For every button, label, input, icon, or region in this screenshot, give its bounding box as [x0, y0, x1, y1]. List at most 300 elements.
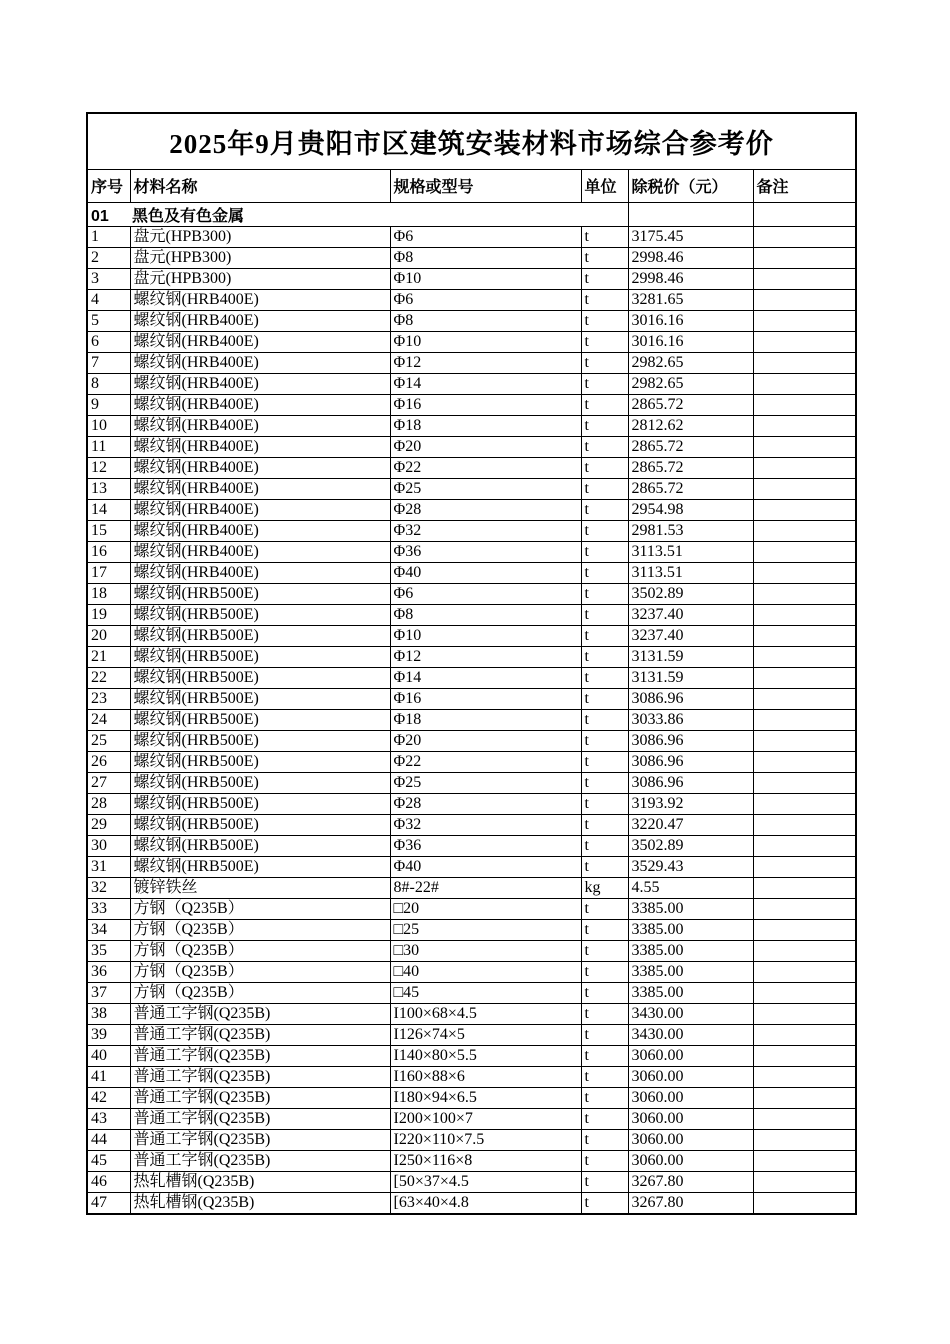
cell-price: 2998.46: [628, 247, 753, 268]
table-row: [87, 688, 856, 709]
cell-spec: I220×110×7.5: [390, 1129, 581, 1150]
cell-spec: Φ12: [390, 646, 581, 667]
table-row: [87, 1003, 856, 1024]
title-row: [87, 113, 856, 169]
table-row: [87, 289, 856, 310]
table-row: [87, 499, 856, 520]
cell-unit: t: [581, 940, 628, 961]
table-row: [87, 793, 856, 814]
cell-no: 27: [87, 772, 130, 793]
column-header-no: 序号: [87, 169, 130, 202]
table-row: [87, 478, 856, 499]
cell-no: 31: [87, 856, 130, 877]
cell-unit: t: [581, 1003, 628, 1024]
cell-note: [753, 961, 856, 982]
cell-price: 3113.51: [628, 541, 753, 562]
cell-spec: Φ16: [390, 394, 581, 415]
cell-spec: [63×40×4.8: [390, 1192, 581, 1214]
cell-name: 盘元(HPB300): [130, 247, 390, 268]
cell-unit: t: [581, 709, 628, 730]
cell-name: 螺纹钢(HRB500E): [130, 688, 390, 709]
cell-unit: t: [581, 835, 628, 856]
cell-unit: t: [581, 394, 628, 415]
cell-spec: Φ14: [390, 373, 581, 394]
cell-unit: t: [581, 1192, 628, 1214]
cell-name: 方钢（Q235B）: [130, 940, 390, 961]
cell-note: [753, 667, 856, 688]
cell-unit: t: [581, 499, 628, 520]
cell-name: 螺纹钢(HRB500E): [130, 793, 390, 814]
cell-price: 3502.89: [628, 835, 753, 856]
column-header-name: 材料名称: [130, 169, 390, 202]
table-row: [87, 520, 856, 541]
cell-note: [753, 730, 856, 751]
cell-no: 3: [87, 268, 130, 289]
cell-note: [753, 1150, 856, 1171]
cell-name: 螺纹钢(HRB400E): [130, 415, 390, 436]
cell-spec: Φ32: [390, 520, 581, 541]
cell-price: 3385.00: [628, 982, 753, 1003]
cell-spec: I180×94×6.5: [390, 1087, 581, 1108]
cell-price: 2865.72: [628, 457, 753, 478]
cell-name: 普通工字钢(Q235B): [130, 1003, 390, 1024]
cell-note: [753, 289, 856, 310]
cell-unit: t: [581, 814, 628, 835]
cell-note: [753, 226, 856, 247]
cell-price: 3385.00: [628, 940, 753, 961]
cell-note: [753, 1171, 856, 1192]
cell-price: 3267.80: [628, 1171, 753, 1192]
cell-name: 镀锌铁丝: [130, 877, 390, 898]
cell-no: 16: [87, 541, 130, 562]
cell-spec: □45: [390, 982, 581, 1003]
table-row: [87, 835, 856, 856]
price-sheet: [86, 112, 857, 1215]
cell-note: [753, 856, 856, 877]
cell-spec: Φ20: [390, 730, 581, 751]
cell-spec: Φ20: [390, 436, 581, 457]
column-header-note: 备注: [753, 169, 856, 202]
cell-unit: t: [581, 1129, 628, 1150]
cell-spec: Φ28: [390, 793, 581, 814]
cell-price: 3060.00: [628, 1087, 753, 1108]
page-title: 2025年9月贵阳市区建筑安装材料市场综合参考价: [87, 113, 856, 169]
cell-no: 12: [87, 457, 130, 478]
table-row: [87, 415, 856, 436]
cell-unit: t: [581, 646, 628, 667]
cell-no: 14: [87, 499, 130, 520]
cell-price: 2982.65: [628, 373, 753, 394]
cell-no: 25: [87, 730, 130, 751]
table-row: [87, 667, 856, 688]
cell-unit: t: [581, 604, 628, 625]
cell-price: 3237.40: [628, 604, 753, 625]
cell-no: 40: [87, 1045, 130, 1066]
cell-note: [753, 562, 856, 583]
cell-price: 3220.47: [628, 814, 753, 835]
cell-unit: t: [581, 541, 628, 562]
cell-no: 30: [87, 835, 130, 856]
cell-unit: t: [581, 1045, 628, 1066]
cell-spec: I140×80×5.5: [390, 1045, 581, 1066]
cell-no: 44: [87, 1129, 130, 1150]
table-row: [87, 1150, 856, 1171]
table-row: [87, 247, 856, 268]
table-row: [87, 1192, 856, 1214]
cell-name: 螺纹钢(HRB500E): [130, 604, 390, 625]
section-price-cell: [628, 202, 753, 226]
cell-unit: t: [581, 562, 628, 583]
cell-spec: Φ32: [390, 814, 581, 835]
cell-price: 2865.72: [628, 478, 753, 499]
cell-name: 螺纹钢(HRB500E): [130, 667, 390, 688]
cell-no: 36: [87, 961, 130, 982]
cell-price: 2865.72: [628, 436, 753, 457]
cell-note: [753, 1045, 856, 1066]
cell-price: 3060.00: [628, 1045, 753, 1066]
cell-no: 46: [87, 1171, 130, 1192]
cell-unit: t: [581, 667, 628, 688]
cell-note: [753, 1024, 856, 1045]
cell-name: 螺纹钢(HRB400E): [130, 331, 390, 352]
cell-name: 普通工字钢(Q235B): [130, 1108, 390, 1129]
cell-no: 35: [87, 940, 130, 961]
cell-name: 螺纹钢(HRB500E): [130, 772, 390, 793]
cell-name: 螺纹钢(HRB400E): [130, 520, 390, 541]
cell-no: 33: [87, 898, 130, 919]
cell-note: [753, 247, 856, 268]
cell-name: 普通工字钢(Q235B): [130, 1066, 390, 1087]
cell-price: 3113.51: [628, 562, 753, 583]
price-table-body: [87, 113, 856, 1214]
cell-name: 方钢（Q235B）: [130, 898, 390, 919]
cell-price: 3060.00: [628, 1150, 753, 1171]
cell-price: 3131.59: [628, 646, 753, 667]
cell-no: 6: [87, 331, 130, 352]
cell-spec: I100×68×4.5: [390, 1003, 581, 1024]
cell-price: 3385.00: [628, 919, 753, 940]
cell-spec: Φ10: [390, 625, 581, 646]
cell-spec: [50×37×4.5: [390, 1171, 581, 1192]
cell-note: [753, 919, 856, 940]
table-row: [87, 814, 856, 835]
cell-unit: t: [581, 373, 628, 394]
cell-unit: t: [581, 247, 628, 268]
cell-spec: Φ6: [390, 226, 581, 247]
table-row: [87, 919, 856, 940]
table-row: [87, 877, 856, 898]
cell-spec: Φ8: [390, 604, 581, 625]
section-header-row: [87, 202, 856, 226]
table-row: [87, 373, 856, 394]
table-row: [87, 541, 856, 562]
cell-note: [753, 1108, 856, 1129]
cell-no: 26: [87, 751, 130, 772]
cell-spec: □25: [390, 919, 581, 940]
table-row: [87, 625, 856, 646]
table-row: [87, 751, 856, 772]
cell-no: 8: [87, 373, 130, 394]
cell-spec: Φ6: [390, 289, 581, 310]
cell-note: [753, 625, 856, 646]
cell-price: 3430.00: [628, 1024, 753, 1045]
cell-price: 4.55: [628, 877, 753, 898]
cell-unit: t: [581, 898, 628, 919]
cell-unit: t: [581, 310, 628, 331]
cell-unit: t: [581, 793, 628, 814]
cell-price: 3060.00: [628, 1066, 753, 1087]
cell-no: 9: [87, 394, 130, 415]
cell-note: [753, 751, 856, 772]
cell-unit: t: [581, 436, 628, 457]
cell-no: 38: [87, 1003, 130, 1024]
cell-name: 螺纹钢(HRB400E): [130, 373, 390, 394]
table-row: [87, 268, 856, 289]
table-row: [87, 730, 856, 751]
cell-unit: t: [581, 352, 628, 373]
cell-unit: t: [581, 226, 628, 247]
cell-spec: Φ10: [390, 268, 581, 289]
column-header-unit: 单位: [581, 169, 628, 202]
cell-name: 螺纹钢(HRB500E): [130, 709, 390, 730]
cell-note: [753, 478, 856, 499]
cell-note: [753, 1192, 856, 1214]
cell-price: 3281.65: [628, 289, 753, 310]
cell-name: 螺纹钢(HRB400E): [130, 541, 390, 562]
cell-name: 盘元(HPB300): [130, 226, 390, 247]
cell-no: 32: [87, 877, 130, 898]
cell-unit: t: [581, 1150, 628, 1171]
cell-note: [753, 604, 856, 625]
cell-unit: t: [581, 457, 628, 478]
cell-name: 螺纹钢(HRB400E): [130, 394, 390, 415]
cell-note: [753, 436, 856, 457]
cell-spec: Φ40: [390, 562, 581, 583]
cell-note: [753, 646, 856, 667]
cell-name: 螺纹钢(HRB500E): [130, 814, 390, 835]
cell-note: [753, 499, 856, 520]
cell-unit: t: [581, 1087, 628, 1108]
cell-no: 42: [87, 1087, 130, 1108]
cell-spec: Φ14: [390, 667, 581, 688]
cell-name: 普通工字钢(Q235B): [130, 1129, 390, 1150]
cell-spec: Φ18: [390, 415, 581, 436]
cell-note: [753, 1129, 856, 1150]
cell-no: 22: [87, 667, 130, 688]
cell-no: 4: [87, 289, 130, 310]
section-code: 01: [91, 207, 109, 225]
cell-no: 2: [87, 247, 130, 268]
cell-price: 3016.16: [628, 331, 753, 352]
column-header-spec: 规格或型号: [390, 169, 581, 202]
cell-note: [753, 331, 856, 352]
cell-unit: t: [581, 751, 628, 772]
table-row: [87, 604, 856, 625]
cell-note: [753, 793, 856, 814]
cell-price: 3086.96: [628, 772, 753, 793]
cell-unit: t: [581, 415, 628, 436]
column-header-row: [87, 169, 856, 202]
cell-unit: t: [581, 688, 628, 709]
table-row: [87, 856, 856, 877]
cell-unit: t: [581, 961, 628, 982]
column-header-price: 除税价（元）: [628, 169, 753, 202]
cell-no: 20: [87, 625, 130, 646]
section-header-cell: [87, 202, 628, 226]
cell-note: [753, 520, 856, 541]
cell-name: 螺纹钢(HRB400E): [130, 478, 390, 499]
table-row: [87, 1108, 856, 1129]
cell-unit: t: [581, 289, 628, 310]
cell-name: 螺纹钢(HRB400E): [130, 310, 390, 331]
cell-note: [753, 709, 856, 730]
cell-price: 3033.86: [628, 709, 753, 730]
cell-name: 螺纹钢(HRB500E): [130, 751, 390, 772]
cell-no: 43: [87, 1108, 130, 1129]
cell-note: [753, 835, 856, 856]
cell-unit: t: [581, 982, 628, 1003]
cell-name: 热轧槽钢(Q235B): [130, 1171, 390, 1192]
cell-no: 18: [87, 583, 130, 604]
cell-price: 2954.98: [628, 499, 753, 520]
cell-spec: Φ8: [390, 310, 581, 331]
cell-price: 2982.65: [628, 352, 753, 373]
cell-note: [753, 373, 856, 394]
table-row: [87, 940, 856, 961]
cell-spec: □30: [390, 940, 581, 961]
cell-name: 普通工字钢(Q235B): [130, 1087, 390, 1108]
table-row: [87, 583, 856, 604]
cell-price: 3267.80: [628, 1192, 753, 1214]
cell-price: 2865.72: [628, 394, 753, 415]
table-row: [87, 1171, 856, 1192]
cell-price: 3237.40: [628, 625, 753, 646]
cell-unit: t: [581, 1024, 628, 1045]
cell-price: 3086.96: [628, 688, 753, 709]
cell-price: 3175.45: [628, 226, 753, 247]
table-row: [87, 226, 856, 247]
cell-spec: □40: [390, 961, 581, 982]
cell-spec: I126×74×5: [390, 1024, 581, 1045]
cell-no: 47: [87, 1192, 130, 1214]
cell-spec: Φ28: [390, 499, 581, 520]
table-row: [87, 709, 856, 730]
cell-spec: Φ12: [390, 352, 581, 373]
cell-no: 28: [87, 793, 130, 814]
table-row: [87, 457, 856, 478]
cell-name: 普通工字钢(Q235B): [130, 1024, 390, 1045]
cell-no: 29: [87, 814, 130, 835]
cell-note: [753, 394, 856, 415]
cell-spec: Φ16: [390, 688, 581, 709]
cell-unit: t: [581, 520, 628, 541]
cell-name: 螺纹钢(HRB400E): [130, 562, 390, 583]
cell-note: [753, 541, 856, 562]
cell-no: 34: [87, 919, 130, 940]
cell-name: 螺纹钢(HRB400E): [130, 289, 390, 310]
cell-name: 热轧槽钢(Q235B): [130, 1192, 390, 1214]
cell-spec: Φ8: [390, 247, 581, 268]
cell-no: 5: [87, 310, 130, 331]
cell-spec: I200×100×7: [390, 1108, 581, 1129]
table-row: [87, 961, 856, 982]
cell-unit: t: [581, 268, 628, 289]
cell-no: 45: [87, 1150, 130, 1171]
table-row: [87, 982, 856, 1003]
cell-unit: t: [581, 583, 628, 604]
cell-note: [753, 772, 856, 793]
cell-name: 方钢（Q235B）: [130, 961, 390, 982]
cell-unit: kg: [581, 877, 628, 898]
cell-name: 螺纹钢(HRB500E): [130, 730, 390, 751]
table-row: [87, 562, 856, 583]
table-row: [87, 1045, 856, 1066]
cell-spec: I160×88×6: [390, 1066, 581, 1087]
cell-name: 螺纹钢(HRB400E): [130, 436, 390, 457]
cell-note: [753, 877, 856, 898]
cell-unit: t: [581, 730, 628, 751]
cell-note: [753, 352, 856, 373]
cell-unit: t: [581, 1108, 628, 1129]
cell-no: 15: [87, 520, 130, 541]
cell-note: [753, 688, 856, 709]
cell-unit: t: [581, 1171, 628, 1192]
cell-note: [753, 415, 856, 436]
cell-name: 方钢（Q235B）: [130, 919, 390, 940]
cell-note: [753, 457, 856, 478]
cell-price: 3502.89: [628, 583, 753, 604]
price-table: [86, 112, 857, 1215]
section-name: 黑色及有色金属: [132, 207, 245, 225]
cell-name: 螺纹钢(HRB500E): [130, 583, 390, 604]
cell-name: 盘元(HPB300): [130, 268, 390, 289]
table-row: [87, 1024, 856, 1045]
cell-spec: Φ18: [390, 709, 581, 730]
cell-note: [753, 982, 856, 1003]
cell-price: 2998.46: [628, 268, 753, 289]
cell-price: 3385.00: [628, 961, 753, 982]
table-row: [87, 1129, 856, 1150]
cell-note: [753, 310, 856, 331]
cell-no: 13: [87, 478, 130, 499]
cell-price: 3193.92: [628, 793, 753, 814]
cell-spec: I250×116×8: [390, 1150, 581, 1171]
cell-price: 3060.00: [628, 1108, 753, 1129]
cell-price: 3385.00: [628, 898, 753, 919]
cell-no: 7: [87, 352, 130, 373]
cell-spec: Φ40: [390, 856, 581, 877]
table-row: [87, 772, 856, 793]
cell-spec: Φ36: [390, 541, 581, 562]
cell-unit: t: [581, 772, 628, 793]
cell-name: 方钢（Q235B）: [130, 982, 390, 1003]
cell-name: 螺纹钢(HRB400E): [130, 352, 390, 373]
table-row: [87, 646, 856, 667]
cell-note: [753, 1003, 856, 1024]
cell-no: 39: [87, 1024, 130, 1045]
cell-unit: t: [581, 919, 628, 940]
cell-note: [753, 814, 856, 835]
cell-price: 3086.96: [628, 751, 753, 772]
cell-name: 螺纹钢(HRB400E): [130, 499, 390, 520]
section-note-cell: [753, 202, 856, 226]
cell-name: 螺纹钢(HRB400E): [130, 457, 390, 478]
cell-spec: Φ6: [390, 583, 581, 604]
cell-no: 11: [87, 436, 130, 457]
table-row: [87, 310, 856, 331]
cell-name: 普通工字钢(Q235B): [130, 1150, 390, 1171]
cell-spec: Φ22: [390, 457, 581, 478]
